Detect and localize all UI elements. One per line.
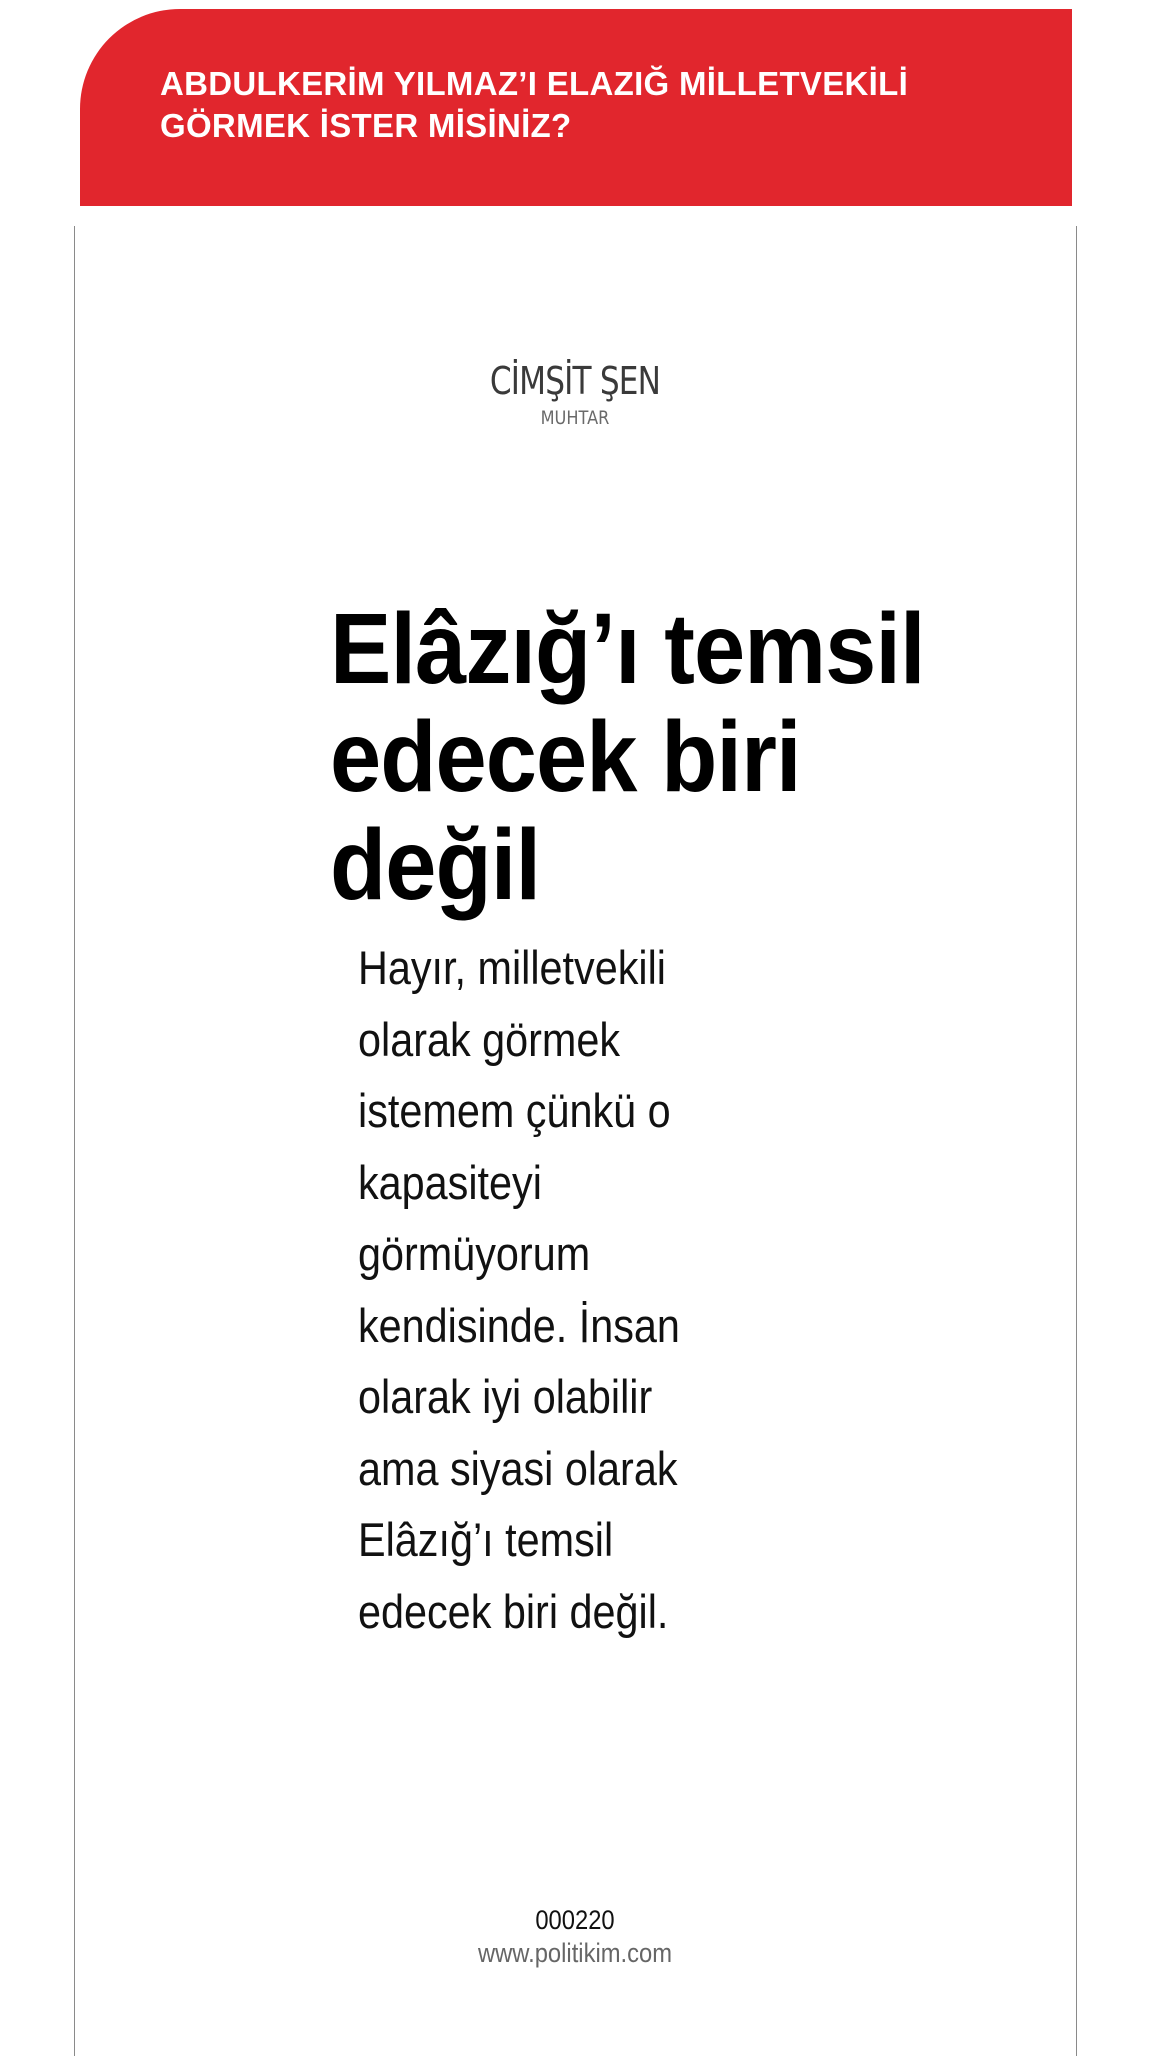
headline: Elâzığ’ı temsil edecek biri değil (330, 593, 925, 921)
author-name: CİMŞİT ŞEN (489, 359, 661, 403)
author-block (0, 358, 1150, 430)
quote-text: Hayır, milletvekili olarak görmek istemem çünkü o kapasiteyi görmüyorum kendisinde. İnsan olarak iyi olabilir ama siyasi olarak Elâzığ’ı temsil edecek biri değil. (358, 941, 680, 1638)
header-banner (80, 9, 1072, 206)
banner-title: ABDULKERİM YILMAZ’I ELAZIĞ MİLLETVEKİLİ GÖRMEK İSTER MİSİNİZ? (160, 65, 909, 144)
author-role: MUHTAR (540, 407, 610, 429)
website-url: www.politikim.com (477, 1938, 673, 1968)
footer (0, 1904, 1150, 1970)
page-code: 000220 (535, 1905, 615, 1935)
